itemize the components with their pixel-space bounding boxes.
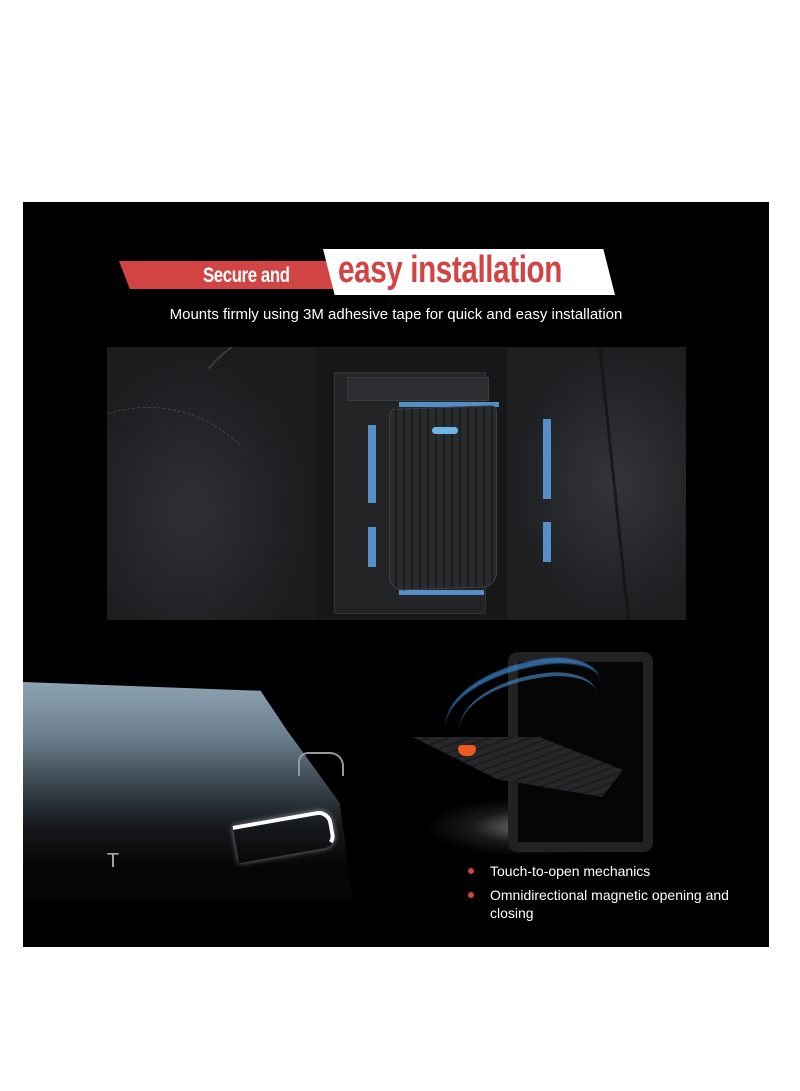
feature-item [468, 862, 750, 880]
mount-top-bar [347, 377, 489, 401]
car-photo [23, 672, 393, 922]
feature-list [468, 862, 750, 928]
seat-right [506, 347, 686, 620]
adhesive-tape [543, 522, 551, 562]
adhesive-tape [368, 527, 376, 567]
adhesive-tape [368, 425, 376, 503]
feature-text: Omnidirectional magnetic opening and closing [490, 887, 729, 921]
open-organizer-photo [403, 647, 663, 862]
adhesive-tape [543, 419, 551, 499]
car-body [23, 682, 353, 902]
car-mirror [298, 752, 344, 776]
subtitle: Mounts firmly using 3M adhesive tape for quick and easy installation [169, 306, 623, 323]
banner-headline: easy installation [338, 249, 562, 291]
organizer-handle [432, 427, 458, 434]
touch-button [458, 745, 476, 756]
bullet-icon [468, 892, 474, 898]
install-photo [107, 347, 686, 620]
feature-item [468, 886, 750, 922]
product-panel [23, 202, 769, 947]
feature-text: Touch-to-open mechanics [490, 863, 651, 879]
bullet-icon [468, 868, 474, 874]
banner-prefix: Secure and [203, 264, 290, 287]
adhesive-tape [399, 590, 484, 595]
car-logo-icon: T [106, 850, 120, 872]
